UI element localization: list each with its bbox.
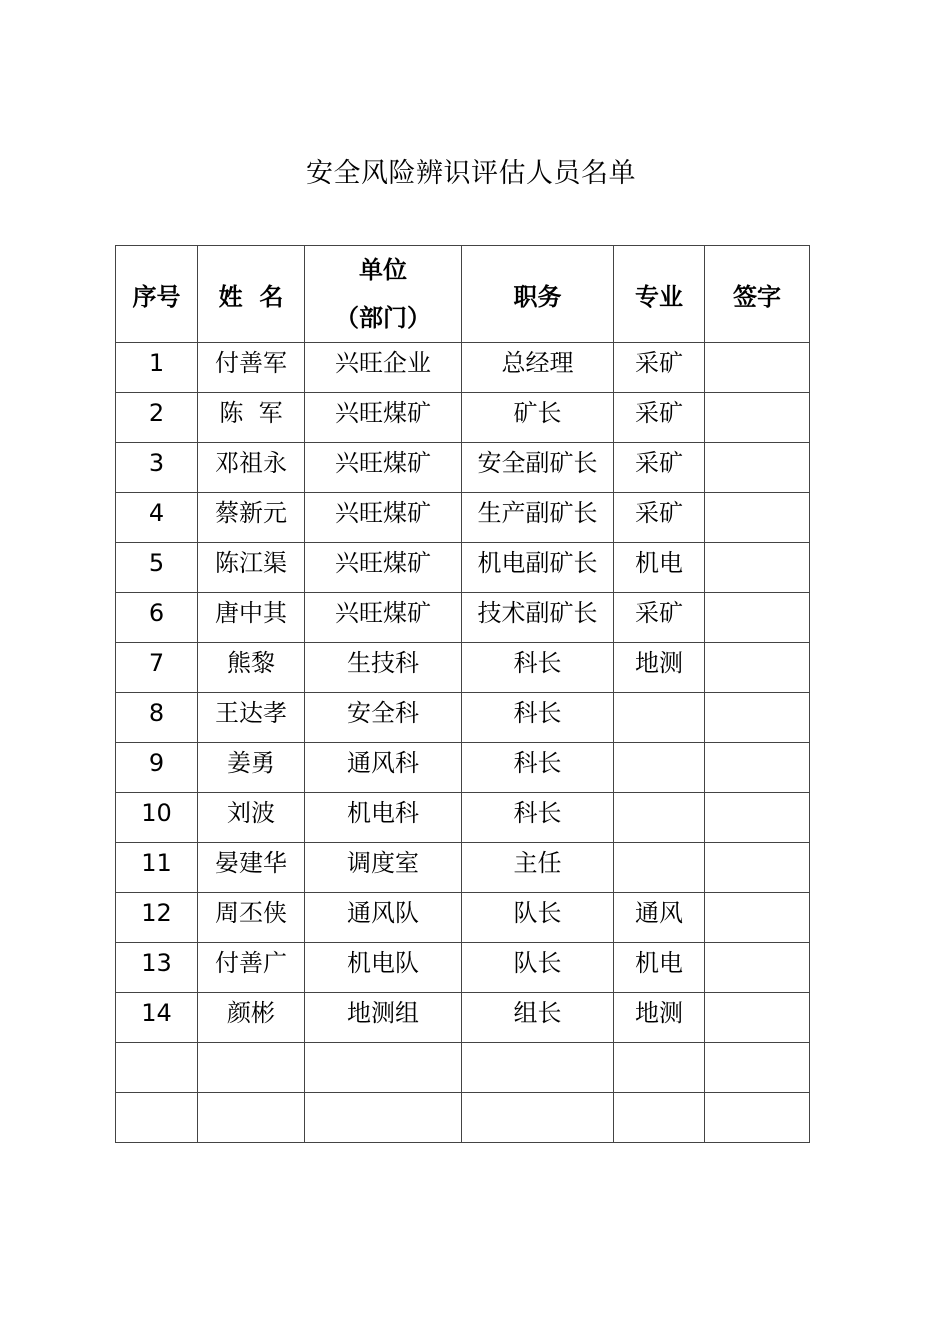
cell-unit: 通风队 xyxy=(305,893,462,943)
cell-major xyxy=(614,793,705,843)
cell-seq: 13 xyxy=(116,943,198,993)
cell-major: 通风 xyxy=(614,893,705,943)
cell-post: 队长 xyxy=(462,893,614,943)
table-row xyxy=(116,943,810,993)
cell-unit xyxy=(305,1043,462,1093)
personnel-table xyxy=(115,245,810,1143)
table-row xyxy=(116,693,810,743)
cell-unit: 机电科 xyxy=(305,793,462,843)
cell-name: 付善广 xyxy=(198,943,305,993)
cell-unit: 兴旺煤矿 xyxy=(305,393,462,443)
cell-seq: 14 xyxy=(116,993,198,1043)
cell-seq: 10 xyxy=(116,793,198,843)
cell-sign[interactable] xyxy=(705,443,810,493)
cell-major xyxy=(614,1043,705,1093)
table-row xyxy=(116,643,810,693)
cell-sign[interactable] xyxy=(705,943,810,993)
cell-unit: 兴旺煤矿 xyxy=(305,443,462,493)
cell-sign[interactable] xyxy=(705,793,810,843)
cell-sign[interactable] xyxy=(705,593,810,643)
cell-unit xyxy=(305,1093,462,1143)
cell-sign[interactable] xyxy=(705,1093,810,1143)
cell-unit: 地测组 xyxy=(305,993,462,1043)
cell-name: 晏建华 xyxy=(198,843,305,893)
cell-major: 地测 xyxy=(614,993,705,1043)
cell-post: 主任 xyxy=(462,843,614,893)
header-post: 职务 xyxy=(462,246,614,343)
header-unit-line2: （部门） xyxy=(335,304,431,332)
cell-major xyxy=(614,693,705,743)
cell-sign[interactable] xyxy=(705,343,810,393)
cell-major: 地测 xyxy=(614,643,705,693)
cell-major: 机电 xyxy=(614,943,705,993)
cell-name: 熊黎 xyxy=(198,643,305,693)
cell-seq: 1 xyxy=(116,343,198,393)
cell-name: 邓祖永 xyxy=(198,443,305,493)
cell-post: 生产副矿长 xyxy=(462,493,614,543)
header-seq: 序号 xyxy=(116,246,198,343)
header-unit-line1: 单位 xyxy=(359,256,407,284)
table-row xyxy=(116,493,810,543)
cell-post xyxy=(462,1093,614,1143)
table-row xyxy=(116,343,810,393)
cell-major xyxy=(614,843,705,893)
cell-post: 科长 xyxy=(462,743,614,793)
table-row xyxy=(116,1043,810,1093)
cell-major: 采矿 xyxy=(614,393,705,443)
table-row xyxy=(116,543,810,593)
cell-seq: 6 xyxy=(116,593,198,643)
table-row xyxy=(116,893,810,943)
cell-post: 技术副矿长 xyxy=(462,593,614,643)
cell-name: 蔡新元 xyxy=(198,493,305,543)
cell-post: 科长 xyxy=(462,693,614,743)
cell-sign[interactable] xyxy=(705,393,810,443)
cell-sign[interactable] xyxy=(705,843,810,893)
cell-seq: 7 xyxy=(116,643,198,693)
cell-name: 唐中其 xyxy=(198,593,305,643)
cell-post: 队长 xyxy=(462,943,614,993)
cell-name: 王达孝 xyxy=(198,693,305,743)
cell-name: 刘波 xyxy=(198,793,305,843)
cell-seq: 5 xyxy=(116,543,198,593)
cell-name: 付善军 xyxy=(198,343,305,393)
cell-unit: 兴旺煤矿 xyxy=(305,493,462,543)
table-row xyxy=(116,393,810,443)
cell-major: 采矿 xyxy=(614,593,705,643)
cell-post: 总经理 xyxy=(462,343,614,393)
cell-unit: 安全科 xyxy=(305,693,462,743)
cell-name xyxy=(198,1043,305,1093)
cell-seq: 12 xyxy=(116,893,198,943)
cell-unit: 机电队 xyxy=(305,943,462,993)
header-sign: 签字 xyxy=(705,246,810,343)
header-name: 姓 名 xyxy=(198,246,305,343)
table-header-row xyxy=(116,246,810,343)
cell-sign[interactable] xyxy=(705,1043,810,1093)
cell-sign[interactable] xyxy=(705,493,810,543)
cell-post: 安全副矿长 xyxy=(462,443,614,493)
table-row xyxy=(116,843,810,893)
page-title: 安全风险辨识评估人员名单 xyxy=(306,158,636,189)
table-row xyxy=(116,993,810,1043)
table-row xyxy=(116,1093,810,1143)
cell-sign[interactable] xyxy=(705,893,810,943)
cell-name xyxy=(198,1093,305,1143)
cell-seq xyxy=(116,1093,198,1143)
cell-major xyxy=(614,1093,705,1143)
cell-seq xyxy=(116,1043,198,1093)
table-row xyxy=(116,593,810,643)
cell-sign[interactable] xyxy=(705,993,810,1043)
cell-name: 周丕侠 xyxy=(198,893,305,943)
cell-seq: 11 xyxy=(116,843,198,893)
cell-sign[interactable] xyxy=(705,743,810,793)
cell-name: 陈 军 xyxy=(198,393,305,443)
cell-post xyxy=(462,1043,614,1093)
cell-post: 矿长 xyxy=(462,393,614,443)
cell-post: 机电副矿长 xyxy=(462,543,614,593)
cell-unit: 兴旺煤矿 xyxy=(305,593,462,643)
table-row xyxy=(116,793,810,843)
cell-seq: 8 xyxy=(116,693,198,743)
cell-name: 姜勇 xyxy=(198,743,305,793)
cell-post: 组长 xyxy=(462,993,614,1043)
header-major: 专业 xyxy=(614,246,705,343)
cell-major: 采矿 xyxy=(614,443,705,493)
cell-major xyxy=(614,743,705,793)
cell-major: 采矿 xyxy=(614,493,705,543)
table-row xyxy=(116,443,810,493)
cell-post: 科长 xyxy=(462,793,614,843)
cell-unit: 兴旺企业 xyxy=(305,343,462,393)
cell-name: 陈江渠 xyxy=(198,543,305,593)
cell-seq: 9 xyxy=(116,743,198,793)
cell-unit: 兴旺煤矿 xyxy=(305,543,462,593)
cell-seq: 2 xyxy=(116,393,198,443)
cell-name: 颜彬 xyxy=(198,993,305,1043)
cell-sign[interactable] xyxy=(705,693,810,743)
cell-major: 采矿 xyxy=(614,343,705,393)
table-body xyxy=(116,343,810,1143)
cell-sign[interactable] xyxy=(705,643,810,693)
cell-seq: 4 xyxy=(116,493,198,543)
cell-unit: 通风科 xyxy=(305,743,462,793)
cell-unit: 调度室 xyxy=(305,843,462,893)
cell-seq: 3 xyxy=(116,443,198,493)
cell-sign[interactable] xyxy=(705,543,810,593)
table-row xyxy=(116,743,810,793)
cell-unit: 生技科 xyxy=(305,643,462,693)
header-unit xyxy=(305,246,462,343)
cell-major: 机电 xyxy=(614,543,705,593)
cell-post: 科长 xyxy=(462,643,614,693)
